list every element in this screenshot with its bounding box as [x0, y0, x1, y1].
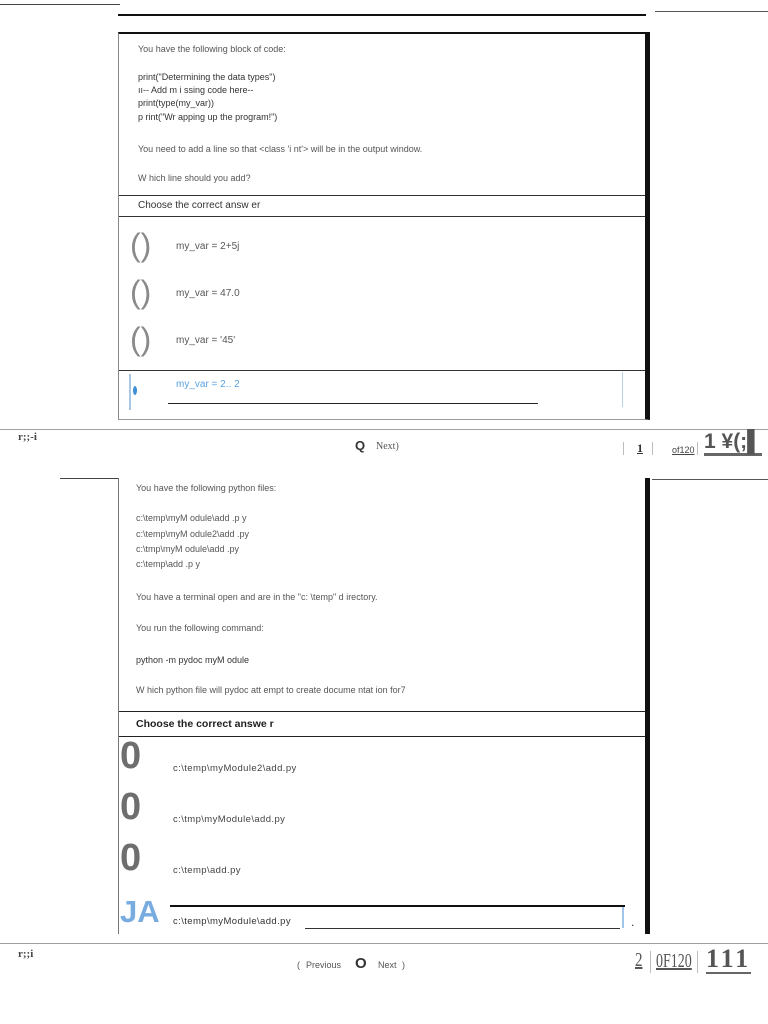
question-navigation-bar	[0, 943, 768, 983]
option-text: c:\temp\myModule\add.py	[173, 916, 291, 927]
selected-radio-dot-icon[interactable]	[133, 386, 137, 395]
selection-bar	[129, 374, 131, 410]
question-stem-line: You run the following command:	[136, 623, 264, 633]
divider	[623, 442, 624, 455]
nav-end-label: 1 ¥(;▌	[704, 430, 762, 456]
divider	[0, 943, 768, 944]
option-text: my_var = 2.. 2	[176, 379, 240, 390]
answer-option[interactable]	[119, 229, 645, 269]
page-counter-current: 2	[635, 949, 643, 971]
code-line: print(type(my_var))	[138, 98, 215, 108]
file-path-line: c:\tmp\myM odule\add .py	[136, 544, 240, 554]
choose-answer-label: Choose the correct answe r	[119, 711, 645, 737]
answer-option[interactable]	[119, 323, 645, 363]
radio-button-icon[interactable]: ()	[130, 274, 152, 310]
radio-button-icon[interactable]: 0	[120, 735, 142, 777]
radio-button-icon[interactable]: ()	[130, 321, 152, 357]
top-rule-left	[0, 4, 120, 5]
option-text: c:\temp\myModule2\add.py	[173, 763, 297, 774]
question-stem-line: You need to add a line so that <class 'i nt'> will be in the output window.	[138, 144, 423, 154]
command-line: python -m pydoc myM odule	[136, 655, 250, 665]
question-stem-line: You have the following python files:	[136, 483, 277, 493]
file-path-line: c:\temp\myM odule2\add .py	[136, 529, 250, 539]
option-text: my_var = 2+5j	[176, 241, 240, 252]
selected-radio-icon[interactable]: JA	[120, 894, 160, 929]
nav-end-label: 111	[706, 944, 752, 973]
nav-left-mark: r;;-i	[18, 431, 37, 443]
top-rule-main	[118, 14, 646, 16]
selected-underline	[168, 403, 538, 404]
question-2-rule-right	[652, 479, 768, 480]
radio-button-icon[interactable]: 0	[120, 837, 142, 879]
file-path-line: c:\temp\add .p y	[136, 559, 201, 569]
answer-option-selected[interactable]	[119, 896, 645, 932]
review-button[interactable]: Q	[355, 438, 366, 453]
option-text: my_var = '45'	[176, 335, 236, 346]
question-stem-line: You have the following block of code:	[138, 44, 286, 54]
answer-option[interactable]	[119, 735, 645, 784]
code-line: p rint("Wr apping up the program!")	[138, 112, 278, 122]
radio-button-icon[interactable]: 0	[120, 786, 142, 828]
selection-edge	[622, 907, 624, 928]
divider	[697, 951, 698, 973]
choose-answer-label: Choose the correct answ er	[119, 195, 645, 217]
question-1-panel	[118, 32, 650, 420]
previous-button[interactable]: Previous	[306, 960, 342, 970]
code-line: ıı-- Add m i ssing code here--	[138, 85, 254, 95]
nav-left-mark: r;;i	[18, 948, 34, 960]
paren-close: )	[402, 960, 405, 970]
page-counter-total: 0F120	[656, 950, 692, 972]
selected-answer-divider	[119, 370, 645, 371]
question-2-rule-left	[60, 478, 118, 479]
answer-option-selected[interactable]	[119, 372, 645, 412]
page-counter-current: 1	[637, 441, 643, 455]
answer-option[interactable]	[119, 837, 645, 886]
question-navigation-bar	[0, 429, 768, 469]
option-text: c:\temp\add.py	[173, 865, 241, 876]
option-text: c:\tmp\myModule\add.py	[173, 814, 286, 825]
divider	[650, 951, 651, 973]
next-button[interactable]: Next)	[376, 441, 399, 452]
question-prompt: W hich python file will pydoc att empt to create docume ntat ion for7	[136, 685, 406, 695]
code-line: print("Determining the data types")	[138, 72, 276, 82]
review-button[interactable]: O	[355, 955, 367, 972]
question-2-panel	[118, 478, 650, 934]
question-prompt: W hich line should you add?	[138, 173, 251, 183]
question-stem-line: You have a terminal open and are in the "c: \temp" d irectory.	[136, 592, 378, 602]
selected-top-rule	[170, 905, 625, 907]
trailing-mark: .	[631, 915, 635, 929]
divider	[697, 442, 698, 455]
page-counter-total: of120	[672, 445, 695, 455]
file-path-line: c:\temp\myM odule\add .p y	[136, 513, 247, 523]
option-text: my_var = 47.0	[176, 288, 240, 299]
next-button[interactable]: Next	[378, 960, 397, 970]
divider	[0, 429, 768, 430]
answer-option[interactable]	[119, 786, 645, 835]
divider	[652, 442, 653, 455]
selection-edge	[622, 372, 623, 407]
top-rule-right	[655, 11, 768, 12]
paren-open: (	[297, 960, 300, 970]
selected-underline	[305, 928, 620, 929]
answer-option[interactable]	[119, 276, 645, 316]
radio-button-icon[interactable]: ()	[130, 227, 152, 263]
